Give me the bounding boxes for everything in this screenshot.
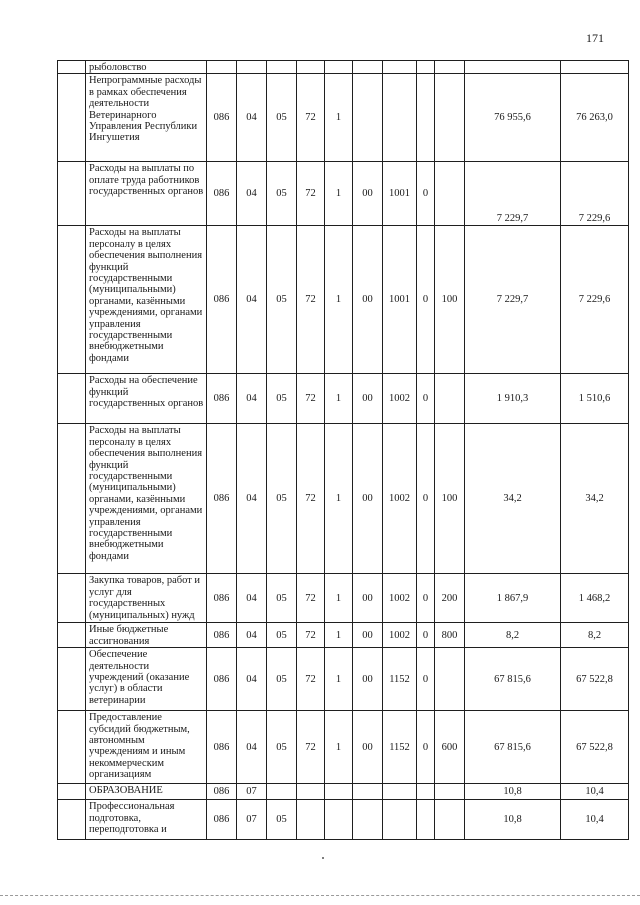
cell-sub-item: 0 (417, 574, 435, 623)
cell-amount-year-2: 8,2 (561, 623, 629, 648)
cell-item (383, 784, 417, 800)
cell-subsection: 05 (267, 648, 297, 711)
row-blank-cell (58, 74, 86, 162)
table-row (58, 226, 629, 374)
cell-amount-year-2 (561, 61, 629, 74)
cell-subsection: 05 (267, 74, 297, 162)
row-blank-cell (58, 800, 86, 840)
cell-group: 00 (353, 648, 383, 711)
cell-amount-year-2: 10,4 (561, 784, 629, 800)
cell-subsection: 05 (267, 574, 297, 623)
cell-chapter: 086 (207, 648, 237, 711)
cell-group: 00 (353, 711, 383, 784)
table-row (58, 374, 629, 424)
cell-amount-year-1: 76 955,6 (465, 74, 561, 162)
cell-item: 1001 (383, 162, 417, 226)
cell-expense-type: 100 (435, 226, 465, 374)
cell-chapter: 086 (207, 226, 237, 374)
cell-amount-year-1: 8,2 (465, 623, 561, 648)
cell-subsection: 05 (267, 800, 297, 840)
row-blank-cell (58, 61, 86, 74)
row-blank-cell (58, 374, 86, 424)
table-row (58, 74, 629, 162)
cell-program (297, 784, 325, 800)
row-blank-cell (58, 711, 86, 784)
cell-sub-item: 0 (417, 226, 435, 374)
cell-group: 00 (353, 424, 383, 574)
cell-expense-type: 800 (435, 623, 465, 648)
table-row (58, 424, 629, 574)
cell-expense-type (435, 74, 465, 162)
cell-subprogram (325, 800, 353, 840)
cell-sub-item: 0 (417, 162, 435, 226)
cell-sub-item (417, 74, 435, 162)
cell-program: 72 (297, 648, 325, 711)
cell-chapter: 086 (207, 374, 237, 424)
cell-subsection: 05 (267, 226, 297, 374)
cell-expense-type: 100 (435, 424, 465, 574)
cell-item: 1152 (383, 648, 417, 711)
cell-expense-type (435, 784, 465, 800)
row-blank-cell (58, 574, 86, 623)
cell-sub-item: 0 (417, 623, 435, 648)
cell-amount-year-1: 67 815,6 (465, 648, 561, 711)
cell-program: 72 (297, 623, 325, 648)
table-row (58, 574, 629, 623)
cell-amount-year-2: 67 522,8 (561, 648, 629, 711)
cell-expense-type (435, 61, 465, 74)
cell-section: 07 (237, 784, 267, 800)
cell-group (353, 74, 383, 162)
cell-subprogram: 1 (325, 74, 353, 162)
budget-table (57, 60, 629, 840)
cell-amount-year-2: 7 229,6 (561, 226, 629, 374)
table-row (58, 800, 629, 840)
cell-sub-item: 0 (417, 374, 435, 424)
cell-item (383, 800, 417, 840)
cell-program: 72 (297, 162, 325, 226)
cell-chapter: 086 (207, 711, 237, 784)
cell-item: 1002 (383, 574, 417, 623)
cell-subsection (267, 61, 297, 74)
row-name-cell: Обеспечение деятельности учреждений (оказание услуг) в области ветеринарии (86, 648, 207, 711)
cell-amount-year-2: 1 468,2 (561, 574, 629, 623)
cell-amount-year-1: 7 229,7 (465, 226, 561, 374)
cell-amount-year-1: 1 910,3 (465, 374, 561, 424)
cell-section: 04 (237, 711, 267, 784)
table-row (58, 61, 629, 74)
cell-item (383, 61, 417, 74)
table-row (58, 784, 629, 800)
cell-group: 00 (353, 574, 383, 623)
row-name-cell: Расходы на обеспечение функций государственных органов (86, 374, 207, 424)
cell-section: 04 (237, 623, 267, 648)
row-name-cell: ОБРАЗОВАНИЕ (86, 784, 207, 800)
row-name-cell: Расходы на выплаты персоналу в целях обеспечения выполнения функций государственными (муниципальными) органами, казёнными учреждениями, органами управления государственными внебюджетными фондами (86, 226, 207, 374)
cell-amount-year-2: 67 522,8 (561, 711, 629, 784)
cell-group: 00 (353, 623, 383, 648)
cell-sub-item: 0 (417, 711, 435, 784)
cell-sub-item (417, 61, 435, 74)
cell-sub-item: 0 (417, 648, 435, 711)
cell-subsection: 05 (267, 623, 297, 648)
cell-amount-year-1: 1 867,9 (465, 574, 561, 623)
cell-amount-year-2: 10,4 (561, 800, 629, 840)
cell-chapter: 086 (207, 162, 237, 226)
cell-chapter (207, 61, 237, 74)
cell-subprogram: 1 (325, 648, 353, 711)
cell-sub-item (417, 800, 435, 840)
row-name-cell: Расходы на выплаты по оплате труда работников государственных органов (86, 162, 207, 226)
cell-subprogram: 1 (325, 162, 353, 226)
row-name-cell: Расходы на выплаты персоналу в целях обеспечения выполнения функций государственными (муниципальными) органами, казёнными учреждениями, органами управления государственными внебюджетными фондами (86, 424, 207, 574)
cell-section (237, 61, 267, 74)
row-name-cell: Непрограммные расходы в рамках обеспечения деятельности Ветеринарного Управления Республики Ингушетия (86, 74, 207, 162)
cell-item: 1002 (383, 374, 417, 424)
row-blank-cell (58, 648, 86, 711)
cell-subsection: 05 (267, 711, 297, 784)
cell-item: 1002 (383, 623, 417, 648)
cell-group: 00 (353, 374, 383, 424)
page-bottom-edge (0, 895, 640, 896)
cell-subprogram: 1 (325, 574, 353, 623)
cell-section: 04 (237, 226, 267, 374)
cell-amount-year-2: 7 229,6 (561, 162, 629, 226)
cell-section: 04 (237, 162, 267, 226)
cell-expense-type (435, 648, 465, 711)
row-name-cell: рыболовство (86, 61, 207, 74)
table-row (58, 162, 629, 226)
cell-program: 72 (297, 74, 325, 162)
cell-sub-item: 0 (417, 424, 435, 574)
cell-group (353, 800, 383, 840)
table-body (58, 61, 629, 840)
cell-program: 72 (297, 226, 325, 374)
cell-program: 72 (297, 574, 325, 623)
cell-group (353, 61, 383, 74)
cell-section: 04 (237, 424, 267, 574)
cell-expense-type (435, 374, 465, 424)
cell-expense-type: 200 (435, 574, 465, 623)
cell-subprogram: 1 (325, 623, 353, 648)
cell-subsection: 05 (267, 424, 297, 574)
cell-chapter: 086 (207, 623, 237, 648)
row-blank-cell (58, 226, 86, 374)
page-number: 171 (586, 31, 604, 45)
cell-subprogram (325, 61, 353, 74)
cell-item (383, 74, 417, 162)
cell-subprogram: 1 (325, 226, 353, 374)
table-row (58, 648, 629, 711)
cell-subprogram: 1 (325, 424, 353, 574)
cell-section: 04 (237, 374, 267, 424)
cell-section: 07 (237, 800, 267, 840)
cell-subsection (267, 784, 297, 800)
cell-chapter: 086 (207, 74, 237, 162)
cell-amount-year-1: 10,8 (465, 800, 561, 840)
cell-amount-year-1: 67 815,6 (465, 711, 561, 784)
cell-item: 1152 (383, 711, 417, 784)
cell-chapter: 086 (207, 800, 237, 840)
cell-group: 00 (353, 162, 383, 226)
cell-amount-year-2: 34,2 (561, 424, 629, 574)
cell-expense-type (435, 800, 465, 840)
cell-amount-year-2: 76 263,0 (561, 74, 629, 162)
cell-program: 72 (297, 424, 325, 574)
cell-subprogram: 1 (325, 374, 353, 424)
cell-program: 72 (297, 711, 325, 784)
cell-chapter: 086 (207, 784, 237, 800)
row-name-cell: Предоставление субсидий бюджетным, автономным учреждениям и иным некоммерческим организациям (86, 711, 207, 784)
row-blank-cell (58, 784, 86, 800)
scan-speck (322, 857, 324, 859)
cell-amount-year-1: 10,8 (465, 784, 561, 800)
cell-amount-year-1: 34,2 (465, 424, 561, 574)
row-name-cell: Закупка товаров, работ и услуг для государственных (муниципальных) нужд (86, 574, 207, 623)
cell-subprogram (325, 784, 353, 800)
cell-sub-item (417, 784, 435, 800)
cell-chapter: 086 (207, 574, 237, 623)
cell-amount-year-1 (465, 61, 561, 74)
cell-amount-year-1: 7 229,7 (465, 162, 561, 226)
cell-program: 72 (297, 374, 325, 424)
cell-item: 1002 (383, 424, 417, 574)
cell-section: 04 (237, 574, 267, 623)
row-blank-cell (58, 623, 86, 648)
row-blank-cell (58, 424, 86, 574)
table-row (58, 623, 629, 648)
cell-amount-year-2: 1 510,6 (561, 374, 629, 424)
cell-chapter: 086 (207, 424, 237, 574)
cell-expense-type: 600 (435, 711, 465, 784)
cell-group (353, 784, 383, 800)
cell-program (297, 800, 325, 840)
row-name-cell: Иные бюджетные ассигнования (86, 623, 207, 648)
row-blank-cell (58, 162, 86, 226)
cell-section: 04 (237, 74, 267, 162)
cell-subsection: 05 (267, 374, 297, 424)
table-row (58, 711, 629, 784)
cell-program (297, 61, 325, 74)
cell-item: 1001 (383, 226, 417, 374)
cell-group: 00 (353, 226, 383, 374)
cell-subsection: 05 (267, 162, 297, 226)
cell-subprogram: 1 (325, 711, 353, 784)
row-name-cell: Профессиональная подготовка, переподготовка и (86, 800, 207, 840)
cell-section: 04 (237, 648, 267, 711)
cell-expense-type (435, 162, 465, 226)
